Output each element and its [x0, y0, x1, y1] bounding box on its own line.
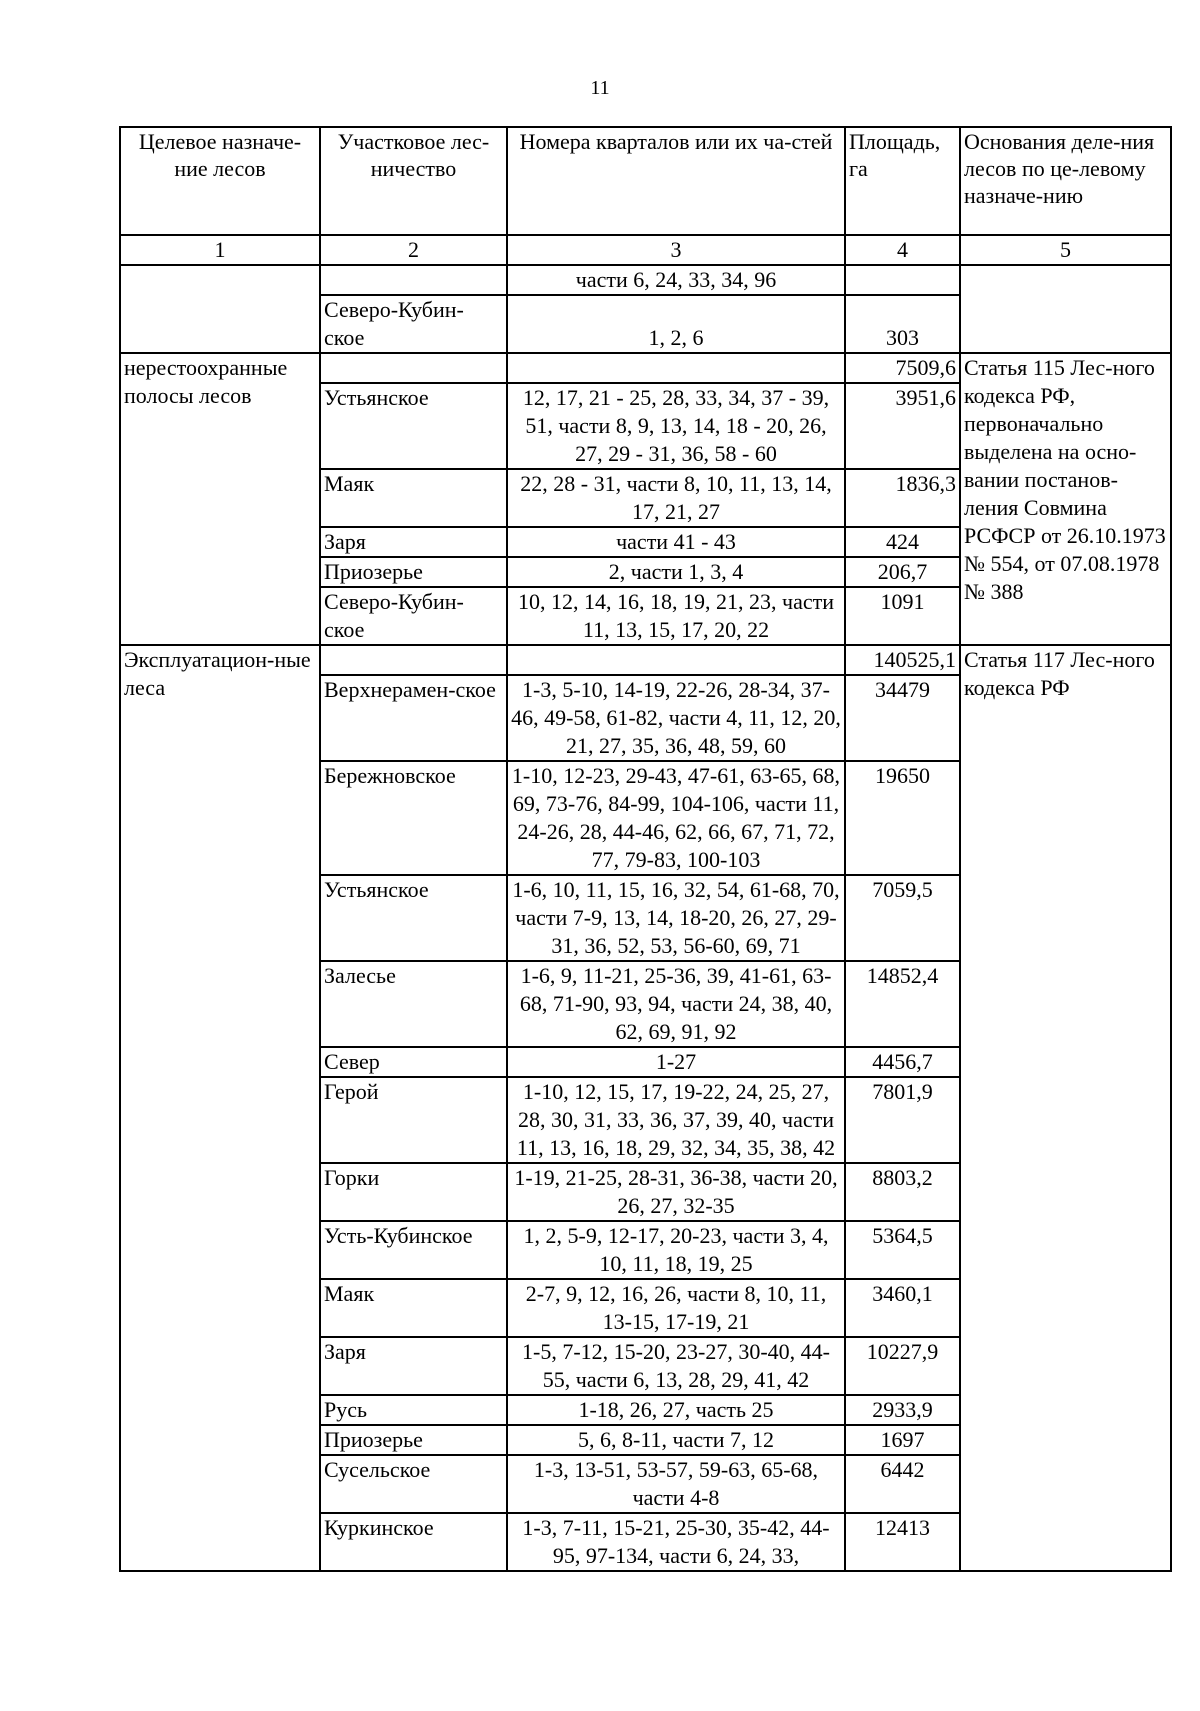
district-cell: Север — [320, 1047, 507, 1077]
area-cell: 424 — [845, 527, 960, 557]
district-cell-empty — [320, 645, 507, 675]
quarters-cell-empty — [507, 645, 845, 675]
district-cell: Заря — [320, 527, 507, 557]
district-cell: Горки — [320, 1163, 507, 1221]
district-cell: Приозерье — [320, 557, 507, 587]
quarters-cell: 1, 2, 6 — [507, 295, 845, 353]
table-row — [120, 645, 1171, 675]
district-cell: Устьянское — [320, 875, 507, 961]
district-cell: Русь — [320, 1395, 507, 1425]
total-area-cell: 140525,1 — [845, 645, 960, 675]
area-cell: 206,7 — [845, 557, 960, 587]
area-cell: 1697 — [845, 1425, 960, 1455]
district-cell-empty — [320, 265, 507, 295]
area-cell: 1836,3 — [845, 469, 960, 527]
quarters-cell: 1-27 — [507, 1047, 845, 1077]
area-cell: 19650 — [845, 761, 960, 875]
area-cell: 1091 — [845, 587, 960, 645]
area-cell: 5364,5 — [845, 1221, 960, 1279]
area-cell: 7059,5 — [845, 875, 960, 961]
area-cell: 34479 — [845, 675, 960, 761]
column-number: 1 — [120, 235, 320, 265]
district-cell: Устьянское — [320, 383, 507, 469]
total-area-cell: 7509,6 — [845, 353, 960, 383]
quarters-cell: 1-6, 10, 11, 15, 16, 32, 54, 61-68, 70, части 7-9, 13, 14, 18-20, 26, 27, 29-31, 36, 52, 53, 56-60, 69, 71 — [507, 875, 845, 961]
district-cell: Куркинское — [320, 1513, 507, 1571]
quarters-cell: 1-10, 12-23, 29-43, 47-61, 63-65, 68, 69, 73-76, 84-99, 104-106, части 11, 24-26, 28, 44-46, 62, 66, 67, 71, 72, 77, 79-83, 100-103 — [507, 761, 845, 875]
quarters-cell: 1-5, 7-12, 15-20, 23-27, 30-40, 44-55, части 6, 13, 28, 29, 41, 42 — [507, 1337, 845, 1395]
column-number: 3 — [507, 235, 845, 265]
quarters-cell: 5, 6, 8-11, части 7, 12 — [507, 1425, 845, 1455]
quarters-cell-empty — [507, 353, 845, 383]
area-cell: 3460,1 — [845, 1279, 960, 1337]
area-cell: 8803,2 — [845, 1163, 960, 1221]
header-purpose: Целевое назначе-ние лесов — [120, 127, 320, 235]
quarters-cell: части 6, 24, 33, 34, 96 — [507, 265, 845, 295]
purpose-cell: Эксплуатацион-ные леса — [120, 645, 320, 1571]
table-row — [120, 353, 1171, 383]
column-number: 5 — [960, 235, 1171, 265]
purpose-cell-empty — [120, 265, 320, 353]
quarters-cell: 1-10, 12, 15, 17, 19-22, 24, 25, 27, 28, 30, 31, 33, 36, 37, 39, 40, части 11, 13, 16, 18, 29, 32, 34, 35, 38, 42 — [507, 1077, 845, 1163]
district-cell: Усть-Кубинское — [320, 1221, 507, 1279]
area-cell: 4456,7 — [845, 1047, 960, 1077]
quarters-cell: 1-3, 7-11, 15-21, 25-30, 35-42, 44-95, 97-134, части 6, 24, 33, — [507, 1513, 845, 1571]
header-quarters: Номера кварталов или их ча-стей — [507, 127, 845, 235]
district-cell: Приозерье — [320, 1425, 507, 1455]
header-area: Площадь, га — [845, 127, 960, 235]
quarters-cell: 22, 28 - 31, части 8, 10, 11, 13, 14, 17, 21, 27 — [507, 469, 845, 527]
basis-cell: Статья 117 Лес-ного кодекса РФ — [960, 645, 1171, 1571]
area-cell: 10227,9 — [845, 1337, 960, 1395]
area-cell: 7801,9 — [845, 1077, 960, 1163]
district-cell-empty — [320, 353, 507, 383]
district-cell: Бережновское — [320, 761, 507, 875]
quarters-cell: 1-6, 9, 11-21, 25-36, 39, 41-61, 63-68, 71-90, 93, 94, части 24, 38, 40, 62, 69, 91, 92 — [507, 961, 845, 1047]
quarters-cell: 1-18, 26, 27, часть 25 — [507, 1395, 845, 1425]
district-cell: Маяк — [320, 469, 507, 527]
quarters-cell: 1, 2, 5-9, 12-17, 20-23, части 3, 4, 10, 11, 18, 19, 25 — [507, 1221, 845, 1279]
district-cell: Маяк — [320, 1279, 507, 1337]
district-cell: Верхнерамен-ское — [320, 675, 507, 761]
district-cell: Северо-Кубин-ское — [320, 295, 507, 353]
quarters-cell: 1-3, 13-51, 53-57, 59-63, 65-68, части 4-8 — [507, 1455, 845, 1513]
quarters-cell: 12, 17, 21 - 25, 28, 33, 34, 37 - 39, 51, части 8, 9, 13, 14, 18 - 20, 26, 27, 29 - 31, 36, 58 - 60 — [507, 383, 845, 469]
header-district: Участковое лес-ничество — [320, 127, 507, 235]
quarters-cell: 1-3, 5-10, 14-19, 22-26, 28-34, 37-46, 49-58, 61-82, части 4, 11, 12, 20, 21, 27, 35, 36, 48, 59, 60 — [507, 675, 845, 761]
quarters-cell: 2-7, 9, 12, 16, 26, части 8, 10, 11, 13-15, 17-19, 21 — [507, 1279, 845, 1337]
forest-purpose-table — [119, 126, 1172, 1572]
area-cell: 2933,9 — [845, 1395, 960, 1425]
quarters-cell: 2, части 1, 3, 4 — [507, 557, 845, 587]
column-number-row — [120, 235, 1171, 265]
header-row — [120, 127, 1171, 235]
table-row — [120, 265, 1171, 295]
district-cell: Заря — [320, 1337, 507, 1395]
district-cell: Северо-Кубин-ское — [320, 587, 507, 645]
quarters-cell: 10, 12, 14, 16, 18, 19, 21, 23, части 11, 13, 15, 17, 20, 22 — [507, 587, 845, 645]
page-number: 11 — [590, 77, 610, 99]
quarters-cell: 1-19, 21-25, 28-31, 36-38, части 20, 26, 27, 32-35 — [507, 1163, 845, 1221]
basis-cell: Статья 115 Лес-ного кодекса РФ, первоначально выделена на осно-вании постанов-ления Совмина РСФСР от 26.10.1973 № 554, от 07.08.1978 № 388 — [960, 353, 1171, 645]
district-cell: Залесье — [320, 961, 507, 1047]
quarters-cell: части 41 - 43 — [507, 527, 845, 557]
header-basis: Основания деле-ния лесов по це-левому назначе-нию — [960, 127, 1171, 235]
column-number: 4 — [845, 235, 960, 265]
area-cell: 303 — [845, 295, 960, 353]
area-cell: 3951,6 — [845, 383, 960, 469]
column-number: 2 — [320, 235, 507, 265]
district-cell: Герой — [320, 1077, 507, 1163]
area-cell: 6442 — [845, 1455, 960, 1513]
purpose-cell: нерестоохранные полосы лесов — [120, 353, 320, 645]
district-cell: Сусельское — [320, 1455, 507, 1513]
area-cell: 14852,4 — [845, 961, 960, 1047]
basis-cell-empty — [960, 265, 1171, 353]
area-cell: 12413 — [845, 1513, 960, 1571]
area-cell-empty — [845, 265, 960, 295]
